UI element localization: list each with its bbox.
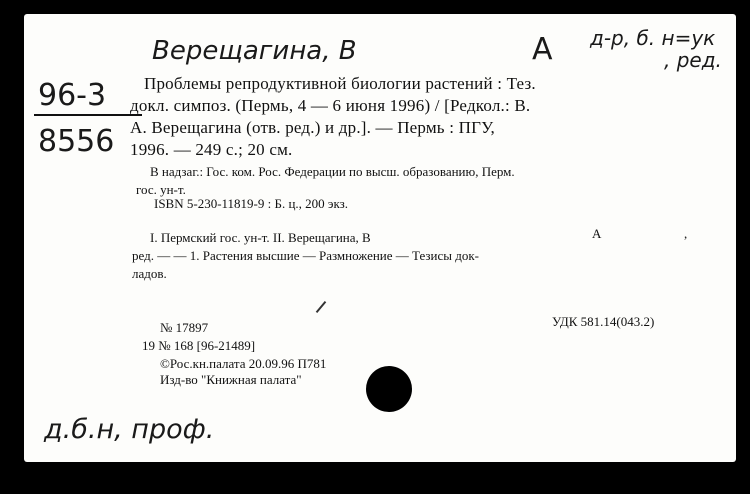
record-line-3: А. Верещагина (отв. ред.) и др.]. — Пермь : ПГУ, [130,118,496,137]
handwritten-shelf-top: 96-3 [38,78,107,113]
footer-udk: УДК 581.14(043.2) [552,314,655,329]
record-subject-3: ладов. [132,266,167,281]
record-note-1: В надзаг.: Гос. ком. Рос. Федерации по высш. образованию, Перм. [150,164,515,179]
punch-hole [366,366,412,412]
footer-number: № 17897 [160,320,209,335]
footer-line-2: 19 № 168 [96-21489] [142,338,256,353]
record-isbn: ISBN 5-230-11819-9 : Б. ц., 200 экз. [154,196,349,211]
handwritten-degree-top: д-р, б. н=ук [590,26,716,50]
record-note-2: гос. ун-т. [136,182,186,197]
record-line-2: докл. симпоз. (Пермь, 4 — 6 июня 1996) / [Редкол.: В. [130,96,531,115]
record-subject-1: I. Пермский гос. ун-т. II. Верещагина, В [150,230,371,245]
record-line-1: Проблемы репродуктивной биологии растений : Тез. [144,74,536,93]
record-subject-1-comma: , [684,226,688,241]
stray-mark [316,301,327,313]
catalog-card [24,14,736,462]
record-subject-1-initial: А [592,226,602,241]
handwritten-letter-a: А [532,32,553,67]
shelf-divider [34,114,142,116]
record-subject-2: ред. — — 1. Растения высшие — Размножение — Тезисы док- [132,248,480,263]
handwritten-shelf-bottom: 8556 [38,124,115,159]
record-line-4: 1996. — 249 с.; 20 см. [130,140,293,159]
handwritten-author: Верещагина, В [152,36,357,66]
footer-line-4: Изд-во "Книжная палата" [160,372,302,387]
footer-line-3: ©Рос.кн.палата 20.09.96 П781 [160,356,327,371]
handwritten-degree-bottom: д.б.н, проф. [44,414,215,445]
handwritten-red: , ред. [664,48,722,72]
